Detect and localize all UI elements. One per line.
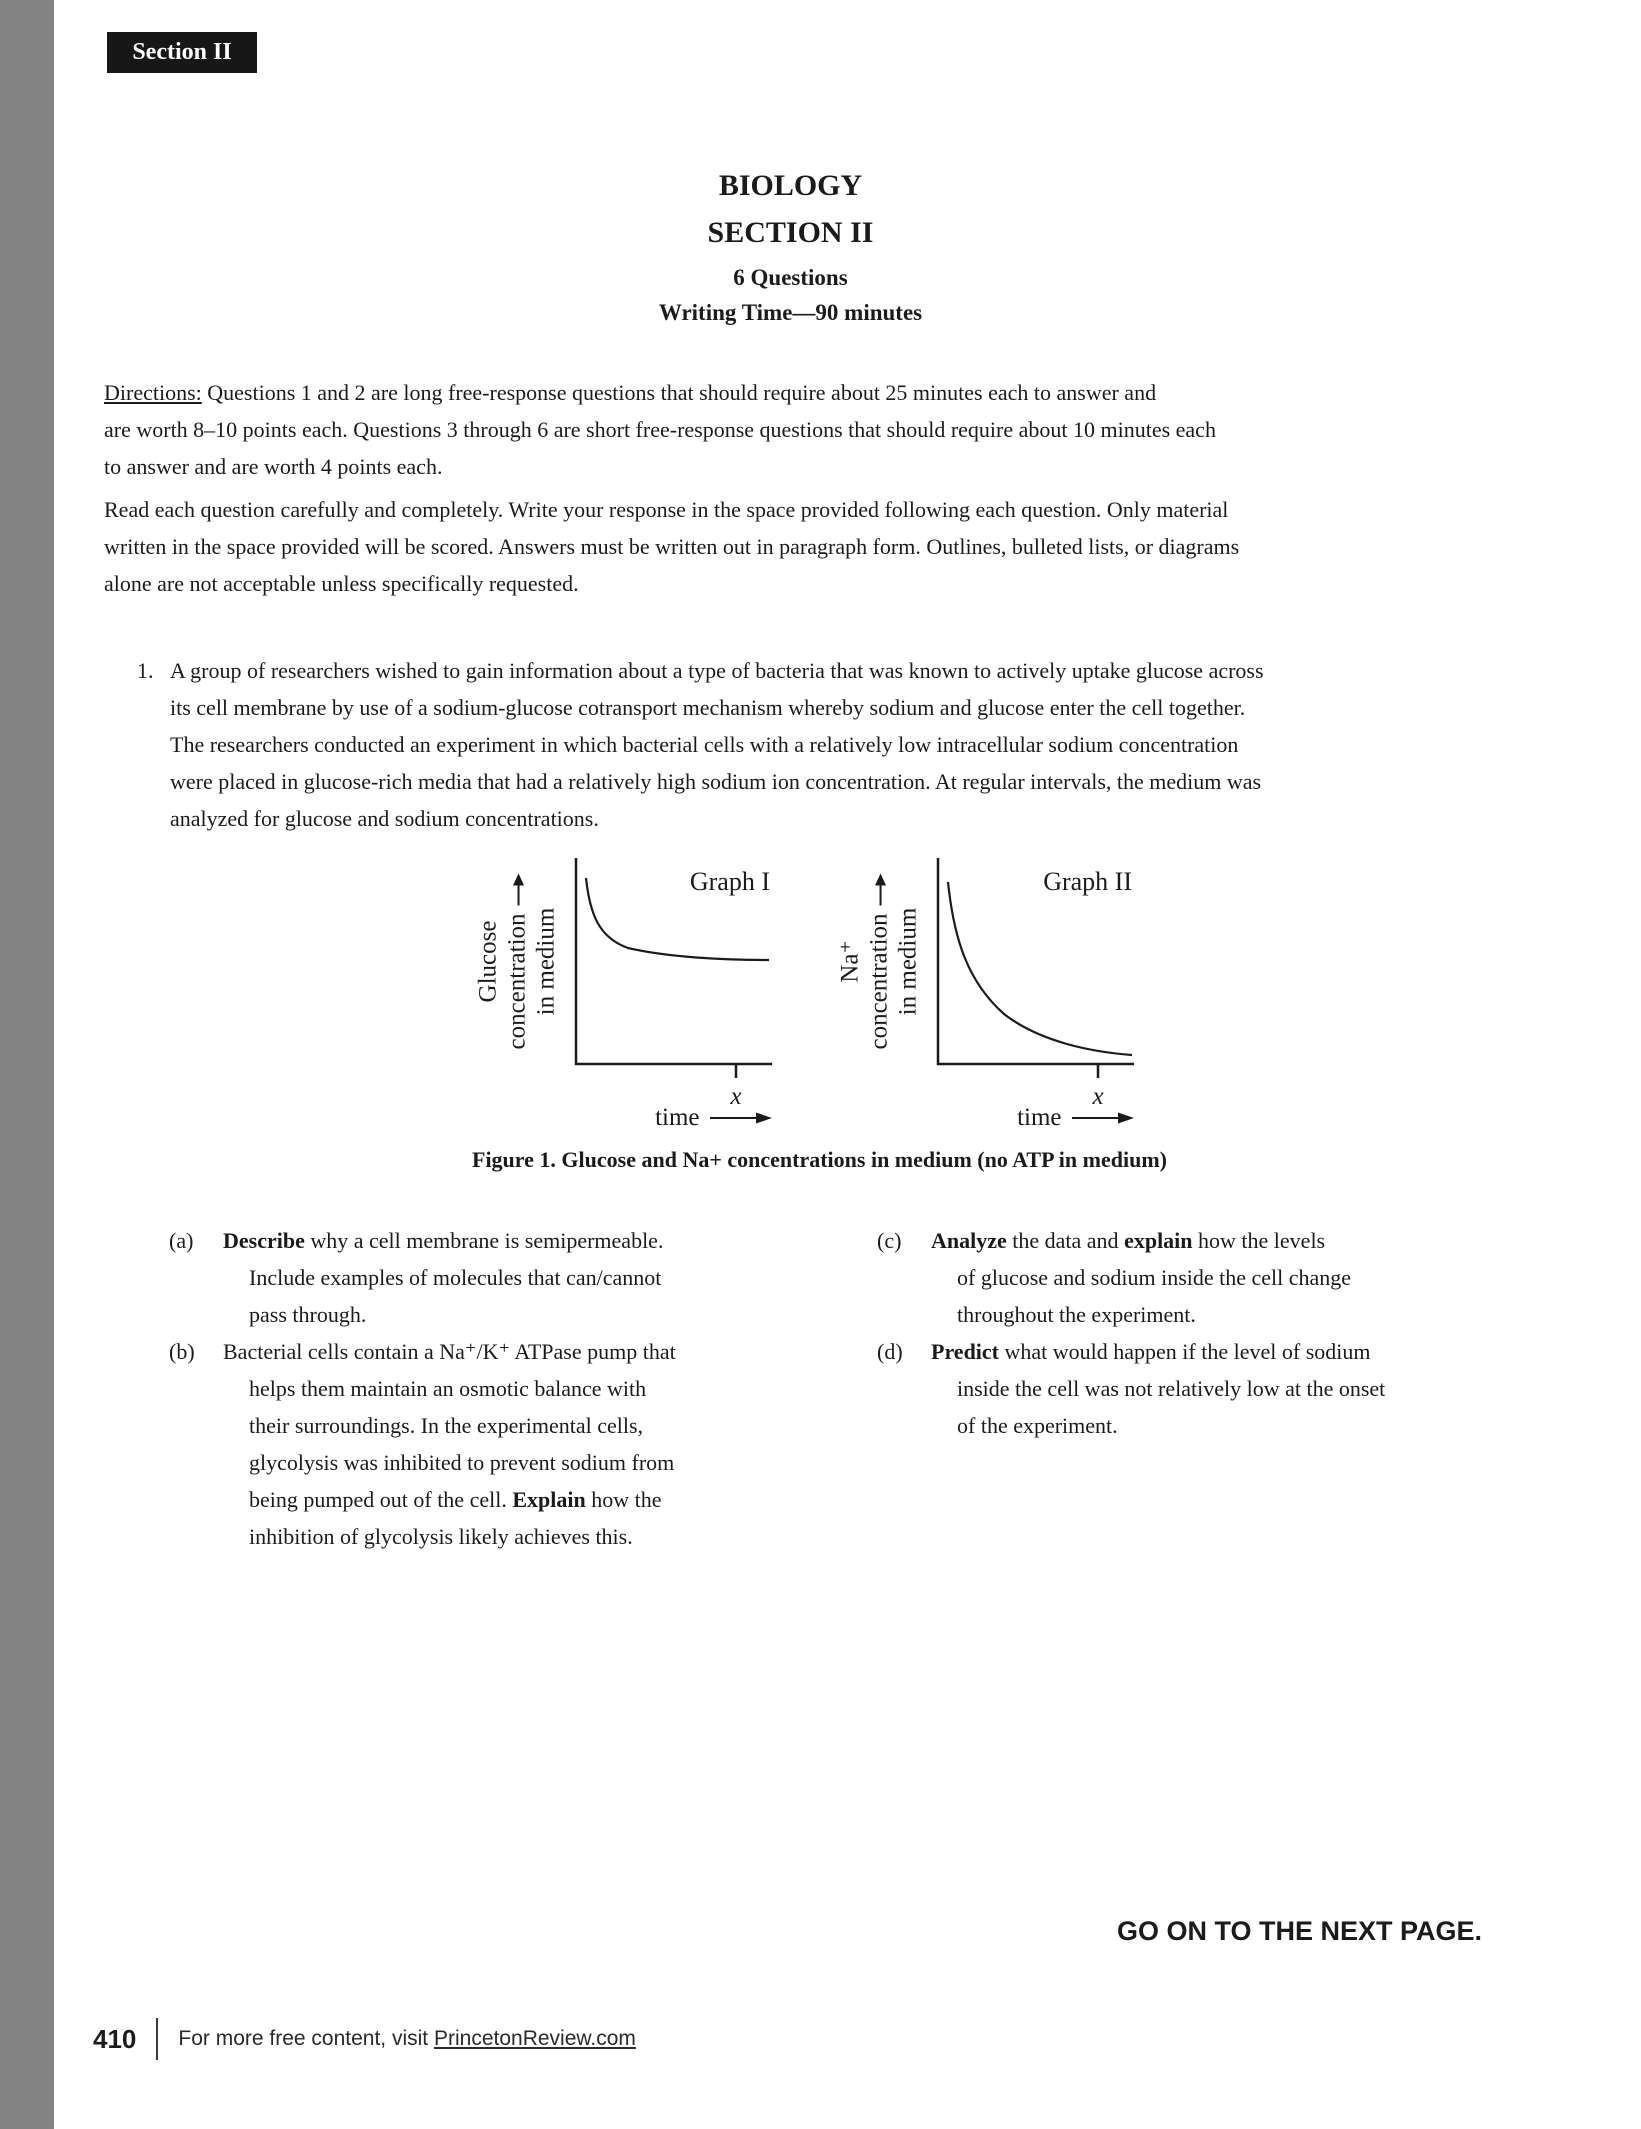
page-title: BIOLOGY xyxy=(718,169,863,202)
time-arrow-icon xyxy=(710,1111,772,1125)
graph-1-plot-column xyxy=(566,850,776,1132)
axis-arrow-icon xyxy=(512,873,526,905)
part-label: (a) xyxy=(169,1228,194,1253)
footer-divider xyxy=(156,2018,158,2060)
graph-1-group xyxy=(470,850,776,1132)
part-label: (d) xyxy=(877,1339,903,1364)
x-tick-label: x xyxy=(729,1083,742,1108)
graph-2-plot-column xyxy=(928,850,1138,1132)
time-arrow-icon xyxy=(1072,1111,1134,1125)
instructions-paragraph: Read each question carefully and completely. Write your response in the space provided following each question. Only material written in the space provided will be scored. Answers must be written out in paragraph form. Outlines, bulleted lists, or diagrams alone are not acceptable unless specifically requested. xyxy=(104,497,1240,596)
parts-column-left xyxy=(169,1222,877,1555)
parts-column-right xyxy=(877,1222,1477,1555)
y-label-line-2: concentration xyxy=(503,873,532,1049)
question-number: 1. xyxy=(137,658,154,683)
directions-paragraph: Directions: Questions 1 and 2 are long free-response questions that should require about 25 minutes each to answer and are worth 8–10 points each. Questions 3 through 6 are short free-response questions that should require about 10 minutes each to answer and are worth 4 points each. xyxy=(104,380,1216,479)
figure-1 xyxy=(104,850,1477,1132)
sodium-curve xyxy=(948,882,1132,1055)
question-text: A group of researchers wished to gain information about a type of bacteria that was known to actively uptake glucose across its cell membrane by use of a sodium-glucose cotransport mechanism whereby sodium and glucose enter the cell together. The researchers conducted an experiment in which bacterial cells with a relatively low intracellular sodium concentration were placed in glucose-rich media that had a relatively high sodium ion concentration. At regular intervals, the medium was analyzed for glucose and sodium concentrations. xyxy=(170,658,1264,831)
question-1 xyxy=(104,652,1477,837)
question-count: 6 Questions xyxy=(733,265,848,290)
footer-text: For more free content, visit PrincetonReview.com xyxy=(178,2027,636,2050)
part-text: Describe why a cell membrane is semipermeable. Include examples of molecules that can/cannot pass through. xyxy=(223,1228,664,1327)
graph-2-plot xyxy=(928,850,1138,1108)
graph-1-title: Graph I xyxy=(689,867,770,896)
graph-2-x-axis-label xyxy=(928,1104,1138,1132)
part-text: Bacterial cells contain a Na⁺/K⁺ ATPase pump that helps them maintain an osmotic balance with their surroundings. In the experimental cells, glycolysis was inhibited to prevent sodium from being pumped out of the cell. Explain how the inhibition of glycolysis likely achieves this. xyxy=(223,1339,676,1549)
graph-1-x-axis-label xyxy=(566,1104,776,1132)
part-a xyxy=(169,1222,877,1333)
y-label-line-2: concentration xyxy=(865,873,894,1049)
y-label-line-1: Glucose xyxy=(475,920,502,1002)
part-c xyxy=(877,1222,1477,1333)
graph-2-y-axis-label xyxy=(832,850,928,1072)
part-text: Predict what would happen if the level of sodium inside the cell was not relatively low at the onset of the experiment. xyxy=(931,1339,1386,1438)
part-text: Analyze the data and explain how the levels of glucose and sodium inside the cell change throughout the experiment. xyxy=(931,1228,1352,1327)
gray-sidebar xyxy=(0,0,54,2129)
question-parts xyxy=(104,1222,1477,1555)
page-footer xyxy=(93,2018,636,2060)
y-label-line-3: in medium xyxy=(533,907,560,1015)
part-d xyxy=(877,1333,1477,1444)
part-b xyxy=(169,1333,877,1555)
section-subtitle: SECTION II xyxy=(707,216,874,249)
figure-caption: Figure 1. Glucose and Na+ concentrations in medium (no ATP in medium) xyxy=(472,1147,1167,1172)
x-tick-label: x xyxy=(1091,1083,1104,1108)
graph-2-group xyxy=(832,850,1138,1132)
graph-1-plot xyxy=(566,850,776,1108)
y-label-line-3: in medium xyxy=(895,907,922,1015)
time-label: time xyxy=(655,1104,700,1131)
graph-1-y-axis-label xyxy=(470,850,566,1072)
footer-link: PrincetonReview.com xyxy=(433,2027,636,2050)
page-number: 410 xyxy=(93,2023,137,2054)
part-label: (b) xyxy=(169,1339,195,1364)
axis-arrow-icon xyxy=(874,873,888,905)
y-label-line-1: Na⁺ xyxy=(837,939,864,983)
graph-2-title: Graph II xyxy=(1042,867,1132,896)
go-on-notice: GO ON TO THE NEXT PAGE. xyxy=(1116,1916,1482,1946)
time-label: time xyxy=(1017,1104,1062,1131)
page-content xyxy=(104,0,1477,1555)
part-label: (c) xyxy=(877,1228,902,1253)
writing-time: Writing Time—90 minutes xyxy=(658,300,923,325)
section-tab-label: Section II xyxy=(132,39,232,65)
